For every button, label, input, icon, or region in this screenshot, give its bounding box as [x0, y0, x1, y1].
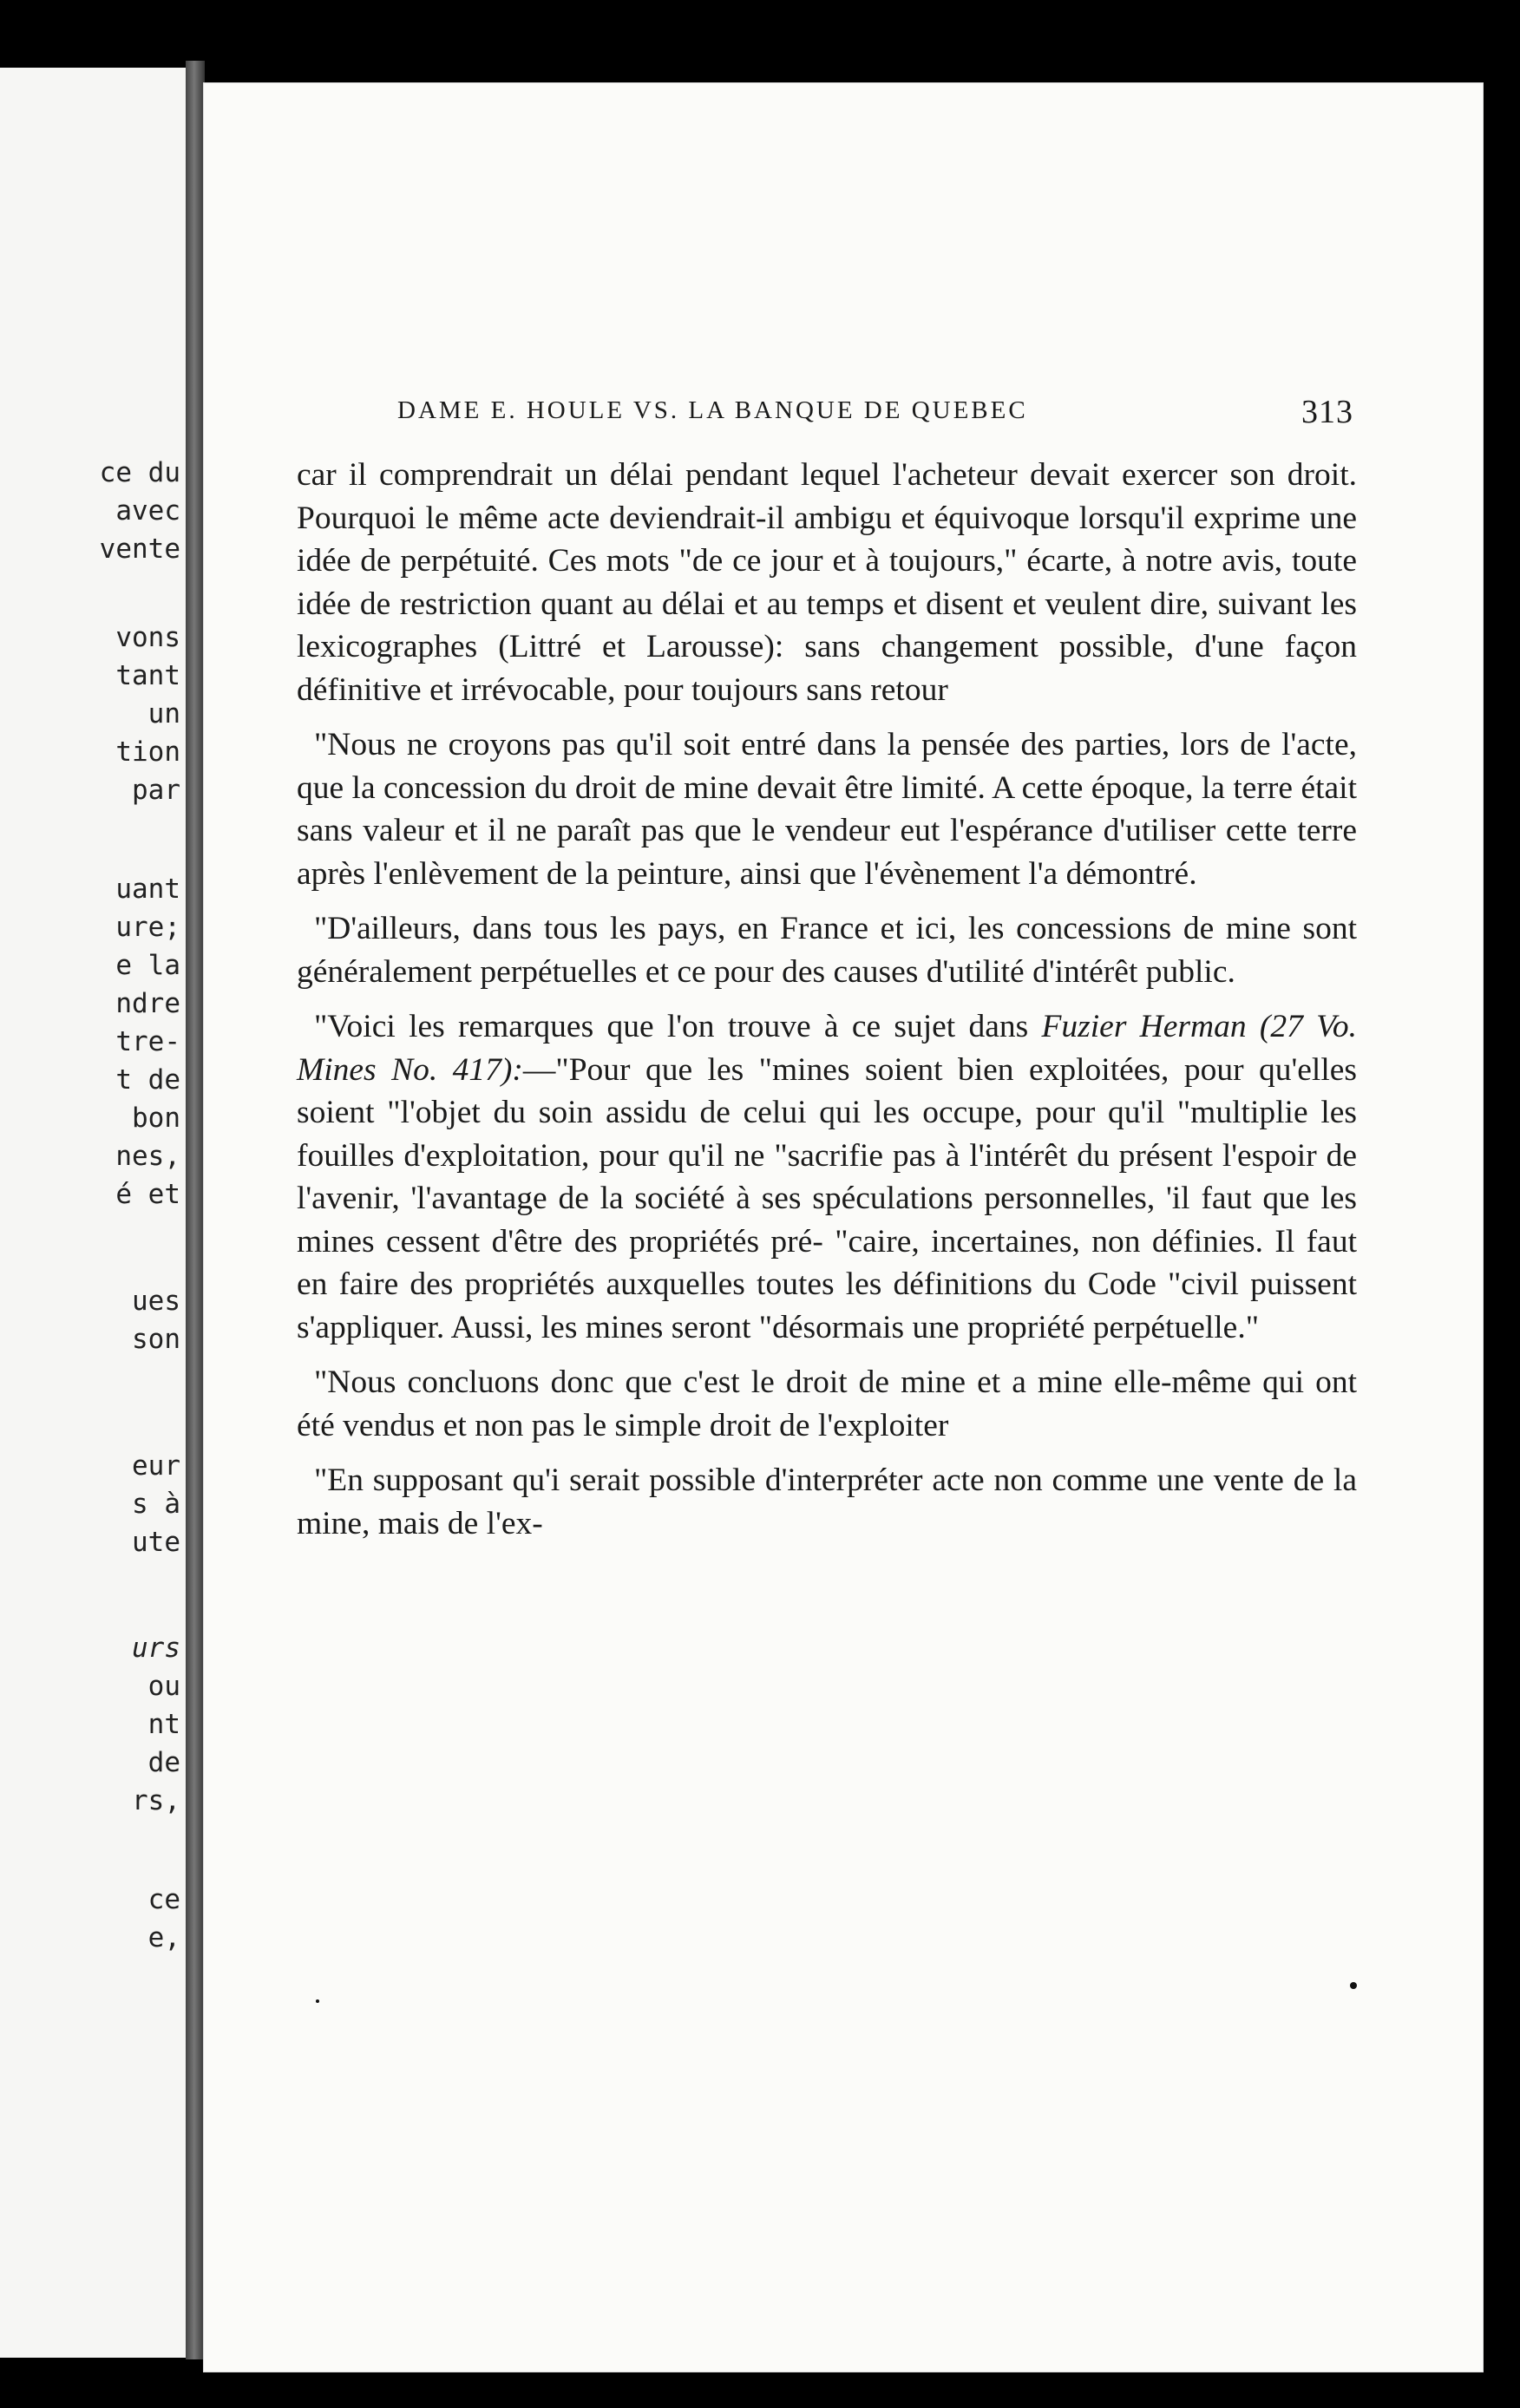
scanned-page: [203, 82, 1484, 2372]
facing-page: [0, 68, 189, 2358]
running-head-title: DAME E. HOULE VS. LA BANQUE DE QUEBEC: [397, 396, 1028, 424]
running-head: [397, 394, 1353, 430]
facing-page-text-4: ues son: [132, 1286, 180, 1355]
facing-page-text-2: vons tant un tion par: [115, 622, 180, 806]
facing-page-text-6: urs: [132, 1633, 180, 1664]
page-number: 313: [1301, 394, 1353, 430]
paragraph-4-quote: —"Pour que les "mines soient bien exploitées, pour qu'elles soient "l'objet du soin assidu de celui qui les occupe, pour qu'il "multiplie les fouilles d'exploitation, pour qu'il ne "sacrifie pas à l'intérêt du présent l'espoir de l'avenir, 'l'avantage de la société à ses spéculations personnelles, 'il faut que les mines cessent d'être des propriétés pré- "caire, incertaines, non définies. Il faut en faire des propriétés auxquelles toutes les définitions du Code "civil puissent s'appliquer. Aussi, les mines seront "désormais une propriété perpétuelle.": [297, 1051, 1357, 1345]
citation: Fuzier Herman (27 Vo. Mines No. 417):: [297, 1009, 1357, 1088]
paragraph-2: "Nous ne croyons pas qu'il soit entré dans la pensée des parties, lors de l'acte, que la concession du droit de mine devait être limité. A cette époque, la terre était sans valeur et il ne paraît pas que le vendeur eut l'espérance d'utiliser cette terre après l'enlèvement de la peinture, ainsi que l'évènement l'a démontré.: [297, 727, 1357, 892]
facing-page-text-8: ce e,: [147, 1884, 180, 1953]
body-text: [297, 454, 1357, 1557]
paragraph-1: car il comprendrait un délai pendant lequel l'acheteur devait exercer son droit. Pourquoi le même acte deviendrait-il ambigu et équivoque lorsqu'il exprime une idée de perpétuité. Ces mots "de ce jour et à toujours," écarte, à notre avis, toute idée de restriction quant au délai et au temps et disent et veulent dire, suivant les lexicographes (Littré et Larousse): sans changement possible, d'une façon définitive et irrévocable, pour toujours sans retour: [297, 457, 1357, 708]
facing-page-text-3: uant ure; e la ndre tre- t de bon nes, é et: [115, 874, 180, 1210]
facing-page-text-7: ou nt de rs,: [132, 1671, 180, 1816]
paragraph-5: "Nous concluons donc que c'est le droit de mine et a mine elle-même qui ont été vendus et non pas le simple droit de l'exploiter: [297, 1364, 1357, 1443]
scan-speck: [1350, 1982, 1357, 1989]
facing-page-text-1: ce du avec vente: [99, 457, 180, 565]
paragraph-3: "D'ailleurs, dans tous les pays, en France et ici, les concessions de mine sont généralement perpétuelles et ce pour des causes d'utilité d'intérêt public.: [297, 911, 1357, 990]
paragraph-4: [297, 1005, 1357, 1349]
paragraph-4-intro: "Voici les remarques que l'on trouve à ce sujet dans: [314, 1009, 1029, 1044]
book-gutter: [186, 61, 205, 2359]
facing-page-text-5: eur s à ute: [132, 1450, 180, 1558]
paragraph-6: "En supposant qu'i serait possible d'interpréter acte non comme une vente de la mine, mais de l'ex-: [297, 1462, 1357, 1541]
scan-speck-small: [316, 1999, 319, 2003]
